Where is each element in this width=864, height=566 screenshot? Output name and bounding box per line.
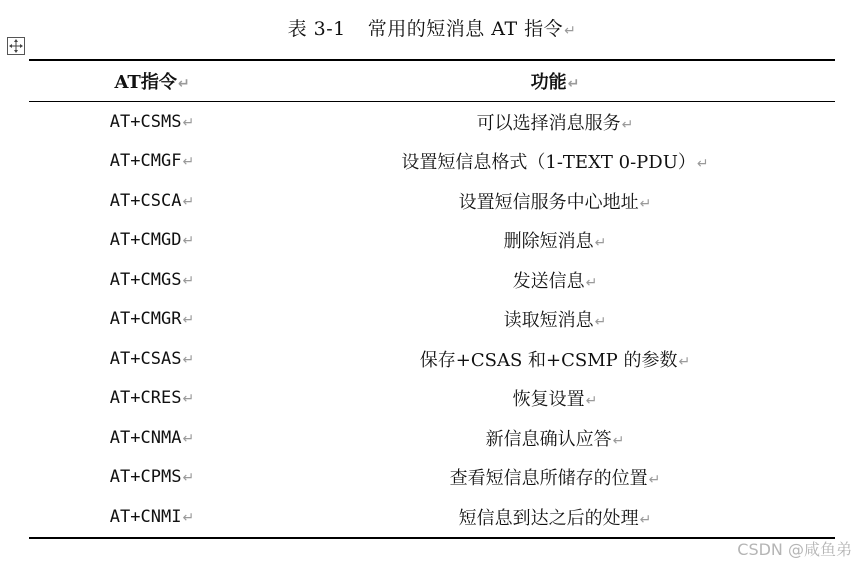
header-at-command: AT指令↵ — [114, 72, 190, 93]
function-cell-text: 查看短信息所储存的位置 — [449, 468, 648, 490]
at-command-table — [29, 59, 835, 539]
return-mark-icon: ↵ — [639, 511, 652, 528]
table-row — [29, 260, 835, 300]
table-row — [29, 142, 835, 182]
return-mark-icon: ↵ — [621, 116, 634, 133]
at-command-cell — [29, 102, 275, 142]
at-command-cell-text: AT+CNMA — [109, 427, 182, 448]
function-cell-text: 新信息确认应答 — [485, 428, 612, 450]
return-mark-icon: ↵ — [182, 430, 195, 447]
return-mark-icon: ↵ — [648, 472, 661, 489]
function-cell — [275, 300, 835, 340]
header-function: 功能↵ — [530, 72, 580, 93]
table-caption — [0, 14, 864, 41]
at-command-cell — [29, 497, 275, 538]
return-mark-icon: ↵ — [678, 353, 691, 370]
at-command-cell-text: AT+CSMS — [109, 111, 182, 132]
table-row — [29, 458, 835, 498]
at-command-cell — [29, 339, 275, 379]
at-command-cell-text: AT+CMGD — [109, 230, 182, 251]
at-command-cell-text: AT+CSAS — [109, 348, 182, 369]
function-cell — [275, 181, 835, 221]
function-cell-text: 设置短信息格式（1-TEXT 0-PDU） — [401, 152, 696, 174]
return-mark-icon: ↵ — [182, 391, 195, 408]
at-command-cell — [29, 260, 275, 300]
return-mark-icon: ↵ — [696, 156, 709, 173]
at-command-cell-text: AT+CMGR — [109, 309, 182, 330]
table-row — [29, 379, 835, 419]
return-mark-icon: ↵ — [567, 76, 580, 92]
return-mark-icon: ↵ — [639, 195, 652, 212]
return-mark-icon: ↵ — [585, 393, 598, 410]
at-command-cell-text: AT+CMGS — [109, 269, 182, 290]
function-cell-text: 发送信息 — [512, 270, 585, 292]
at-command-cell-text: AT+CSCA — [109, 190, 182, 211]
function-cell-text: 短信息到达之后的处理 — [458, 507, 639, 529]
table-row — [29, 339, 835, 379]
return-mark-icon: ↵ — [182, 154, 195, 171]
function-cell — [275, 221, 835, 261]
return-mark-icon: ↵ — [182, 233, 195, 250]
at-command-cell-text: AT+CMGF — [109, 151, 182, 172]
function-cell — [275, 102, 835, 142]
table-row — [29, 300, 835, 340]
at-command-cell — [29, 221, 275, 261]
at-command-cell — [29, 181, 275, 221]
at-command-cell — [29, 142, 275, 182]
function-cell — [275, 260, 835, 300]
at-command-cell-text: AT+CRES — [109, 388, 182, 409]
function-cell-text: 删除短消息 — [503, 231, 594, 253]
function-cell-text: 恢复设置 — [512, 389, 585, 411]
return-mark-icon: ↵ — [182, 470, 195, 487]
function-cell — [275, 339, 835, 379]
table-row — [29, 418, 835, 458]
table-row — [29, 181, 835, 221]
function-cell — [275, 418, 835, 458]
function-cell-text: 保存+CSAS 和+CSMP 的参数 — [419, 349, 678, 371]
watermark: CSDN @咸鱼弟 — [737, 540, 852, 559]
return-mark-icon: ↵ — [177, 76, 190, 92]
return-mark-icon: ↵ — [182, 193, 195, 210]
return-mark-icon: ↵ — [612, 432, 625, 449]
at-command-cell — [29, 300, 275, 340]
table-row — [29, 102, 835, 142]
return-mark-icon: ↵ — [594, 314, 607, 331]
function-cell — [275, 458, 835, 498]
caption-number: 表 3-1 — [287, 18, 346, 40]
caption-title: 常用的短消息 AT 指令 — [367, 18, 564, 40]
table-header-row — [29, 60, 835, 102]
return-mark-icon: ↵ — [182, 351, 195, 368]
function-cell — [275, 379, 835, 419]
table-row — [29, 221, 835, 261]
return-mark-icon: ↵ — [182, 312, 195, 329]
function-cell — [275, 142, 835, 182]
at-command-cell-text: AT+CPMS — [109, 467, 182, 488]
return-mark-icon: ↵ — [564, 23, 577, 39]
table-row — [29, 497, 835, 538]
return-mark-icon: ↵ — [594, 235, 607, 252]
move-arrows-icon[interactable] — [7, 37, 25, 55]
function-cell-text: 读取短消息 — [503, 310, 594, 332]
function-cell — [275, 497, 835, 538]
return-mark-icon: ↵ — [182, 509, 195, 526]
at-command-cell — [29, 379, 275, 419]
return-mark-icon: ↵ — [182, 114, 195, 131]
return-mark-icon: ↵ — [182, 272, 195, 289]
at-command-cell — [29, 458, 275, 498]
at-command-cell — [29, 418, 275, 458]
function-cell-text: 可以选择消息服务 — [476, 112, 621, 134]
at-command-cell-text: AT+CNMI — [109, 506, 182, 527]
return-mark-icon: ↵ — [585, 274, 598, 291]
function-cell-text: 设置短信服务中心地址 — [458, 191, 639, 213]
